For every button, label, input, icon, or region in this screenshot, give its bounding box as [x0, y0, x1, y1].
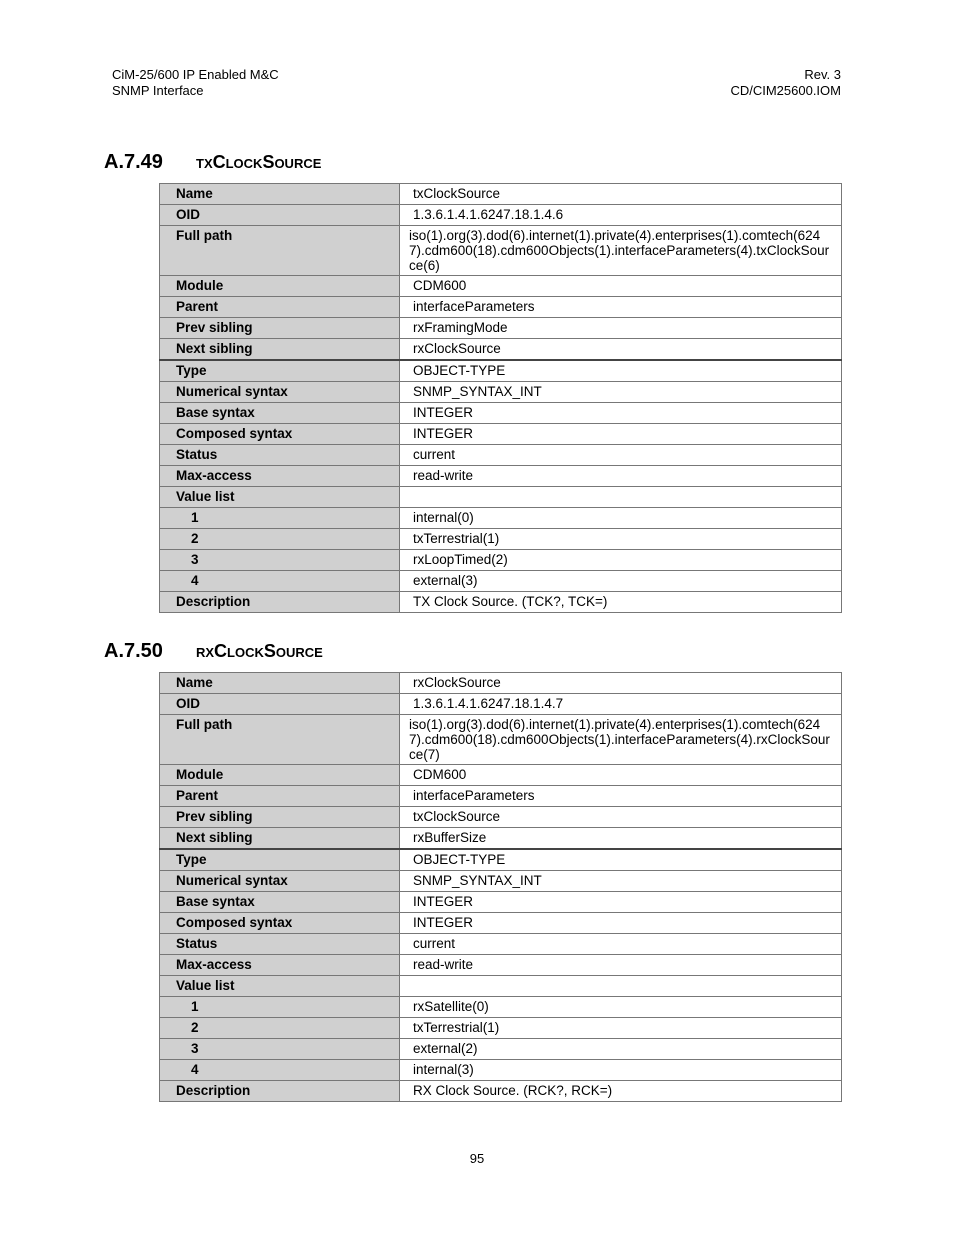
row-value: interfaceParameters — [400, 786, 842, 807]
row-label: Full path — [160, 715, 400, 765]
revision-label: Rev. 3 — [804, 67, 841, 82]
table-row — [160, 424, 842, 445]
table-row — [160, 913, 842, 934]
document-title: CiM-25/600 IP Enabled M&C — [112, 67, 279, 82]
row-label: Value list — [160, 487, 400, 508]
value-index: 3 — [160, 1039, 400, 1060]
row-label: Base syntax — [160, 403, 400, 424]
row-label: Value list — [160, 976, 400, 997]
table-row — [160, 673, 842, 694]
row-label: Type — [160, 360, 400, 382]
row-label: Numerical syntax — [160, 382, 400, 403]
row-value: RX Clock Source. (RCK?, RCK=) — [400, 1081, 842, 1102]
value-index: 1 — [160, 508, 400, 529]
table-row — [160, 715, 842, 765]
row-label: Composed syntax — [160, 424, 400, 445]
table-row — [160, 934, 842, 955]
table-row — [160, 871, 842, 892]
row-value — [400, 976, 842, 997]
mib-object-table-rxclocksource — [159, 672, 842, 1102]
table-row — [160, 592, 842, 613]
table-row — [160, 466, 842, 487]
row-label: Full path — [160, 226, 400, 276]
table-row — [160, 765, 842, 786]
section-name: txClockSource — [196, 152, 322, 172]
row-label: Parent — [160, 786, 400, 807]
value-list-row — [160, 508, 842, 529]
running-header-left — [112, 67, 279, 99]
value-index: 2 — [160, 529, 400, 550]
section-number: A.7.49 — [104, 151, 163, 173]
document-subtitle: SNMP Interface — [112, 83, 204, 98]
row-value — [400, 487, 842, 508]
row-label: Prev sibling — [160, 318, 400, 339]
row-label: Status — [160, 934, 400, 955]
table-row — [160, 318, 842, 339]
row-value: current — [400, 934, 842, 955]
table-row — [160, 1081, 842, 1102]
row-label: Parent — [160, 297, 400, 318]
value-name: internal(3) — [400, 1060, 842, 1081]
value-index: 1 — [160, 997, 400, 1018]
row-label: Name — [160, 673, 400, 694]
value-list-row — [160, 1060, 842, 1081]
row-label: Module — [160, 276, 400, 297]
row-value: CDM600 — [400, 276, 842, 297]
table-row — [160, 184, 842, 205]
value-name: rxLoopTimed(2) — [400, 550, 842, 571]
row-label: Type — [160, 849, 400, 871]
value-name: internal(0) — [400, 508, 842, 529]
table-row — [160, 360, 842, 382]
row-value: interfaceParameters — [400, 297, 842, 318]
value-name: external(3) — [400, 571, 842, 592]
row-label: Base syntax — [160, 892, 400, 913]
table-row — [160, 694, 842, 715]
row-value: read-write — [400, 955, 842, 976]
value-name: txTerrestrial(1) — [400, 1018, 842, 1039]
row-value: INTEGER — [400, 892, 842, 913]
row-value: txClockSource — [400, 807, 842, 828]
row-label: Status — [160, 445, 400, 466]
value-index: 4 — [160, 1060, 400, 1081]
value-list-row — [160, 997, 842, 1018]
row-value: INTEGER — [400, 403, 842, 424]
row-value: OBJECT-TYPE — [400, 849, 842, 871]
row-label: Max-access — [160, 466, 400, 487]
row-label: Module — [160, 765, 400, 786]
value-index: 2 — [160, 1018, 400, 1039]
section-name: rxClockSource — [196, 641, 323, 661]
row-value: rxClockSource — [400, 673, 842, 694]
value-name: external(2) — [400, 1039, 842, 1060]
value-list-row — [160, 1018, 842, 1039]
row-value: CDM600 — [400, 765, 842, 786]
section-heading-rxclocksource — [104, 639, 323, 663]
row-value: rxFramingMode — [400, 318, 842, 339]
row-label: Description — [160, 592, 400, 613]
row-value: iso(1).org(3).dod(6).internet(1).private(4).enterprises(1).comtech(6247).cdm600(18).cdm600Objects(1).interfaceParameters(4).txClockSource(6) — [400, 226, 842, 276]
row-label: Name — [160, 184, 400, 205]
table-row — [160, 403, 842, 424]
row-label: Composed syntax — [160, 913, 400, 934]
row-label: OID — [160, 205, 400, 226]
row-label: Prev sibling — [160, 807, 400, 828]
table-row — [160, 807, 842, 828]
row-label: Max-access — [160, 955, 400, 976]
row-value: read-write — [400, 466, 842, 487]
table-row — [160, 276, 842, 297]
value-list-row — [160, 571, 842, 592]
table-row — [160, 786, 842, 807]
row-value: SNMP_SYNTAX_INT — [400, 871, 842, 892]
row-label: Next sibling — [160, 339, 400, 361]
row-label: Next sibling — [160, 828, 400, 850]
row-value: 1.3.6.1.4.1.6247.18.1.4.6 — [400, 205, 842, 226]
section-number: A.7.50 — [104, 640, 163, 662]
row-value: rxBufferSize — [400, 828, 842, 850]
page-number: 95 — [469, 1151, 485, 1166]
table-row — [160, 828, 842, 850]
row-value: txClockSource — [400, 184, 842, 205]
section-heading-txclocksource — [104, 150, 321, 174]
document-code: CD/CIM25600.IOM — [730, 83, 841, 98]
row-value: rxClockSource — [400, 339, 842, 361]
row-value: INTEGER — [400, 424, 842, 445]
mib-object-table-txclocksource — [159, 183, 842, 613]
table-row — [160, 339, 842, 361]
value-index: 4 — [160, 571, 400, 592]
value-name: txTerrestrial(1) — [400, 529, 842, 550]
table-row — [160, 226, 842, 276]
row-label: Numerical syntax — [160, 871, 400, 892]
value-list-row — [160, 529, 842, 550]
row-value: SNMP_SYNTAX_INT — [400, 382, 842, 403]
table-row — [160, 976, 842, 997]
row-value: TX Clock Source. (TCK?, TCK=) — [400, 592, 842, 613]
value-list-row — [160, 1039, 842, 1060]
table-row — [160, 382, 842, 403]
table-row — [160, 297, 842, 318]
row-value: INTEGER — [400, 913, 842, 934]
table-row — [160, 205, 842, 226]
table-row — [160, 849, 842, 871]
row-value: OBJECT-TYPE — [400, 360, 842, 382]
table-row — [160, 892, 842, 913]
row-label: OID — [160, 694, 400, 715]
value-name: rxSatellite(0) — [400, 997, 842, 1018]
row-value: current — [400, 445, 842, 466]
table-row — [160, 955, 842, 976]
table-row — [160, 445, 842, 466]
value-list-row — [160, 550, 842, 571]
row-label: Description — [160, 1081, 400, 1102]
row-value: 1.3.6.1.4.1.6247.18.1.4.7 — [400, 694, 842, 715]
running-header-right — [730, 67, 841, 99]
value-index: 3 — [160, 550, 400, 571]
row-value: iso(1).org(3).dod(6).internet(1).private(4).enterprises(1).comtech(6247).cdm600(18).cdm600Objects(1).interfaceParameters(4).rxClockSource(7) — [400, 715, 842, 765]
table-row — [160, 487, 842, 508]
